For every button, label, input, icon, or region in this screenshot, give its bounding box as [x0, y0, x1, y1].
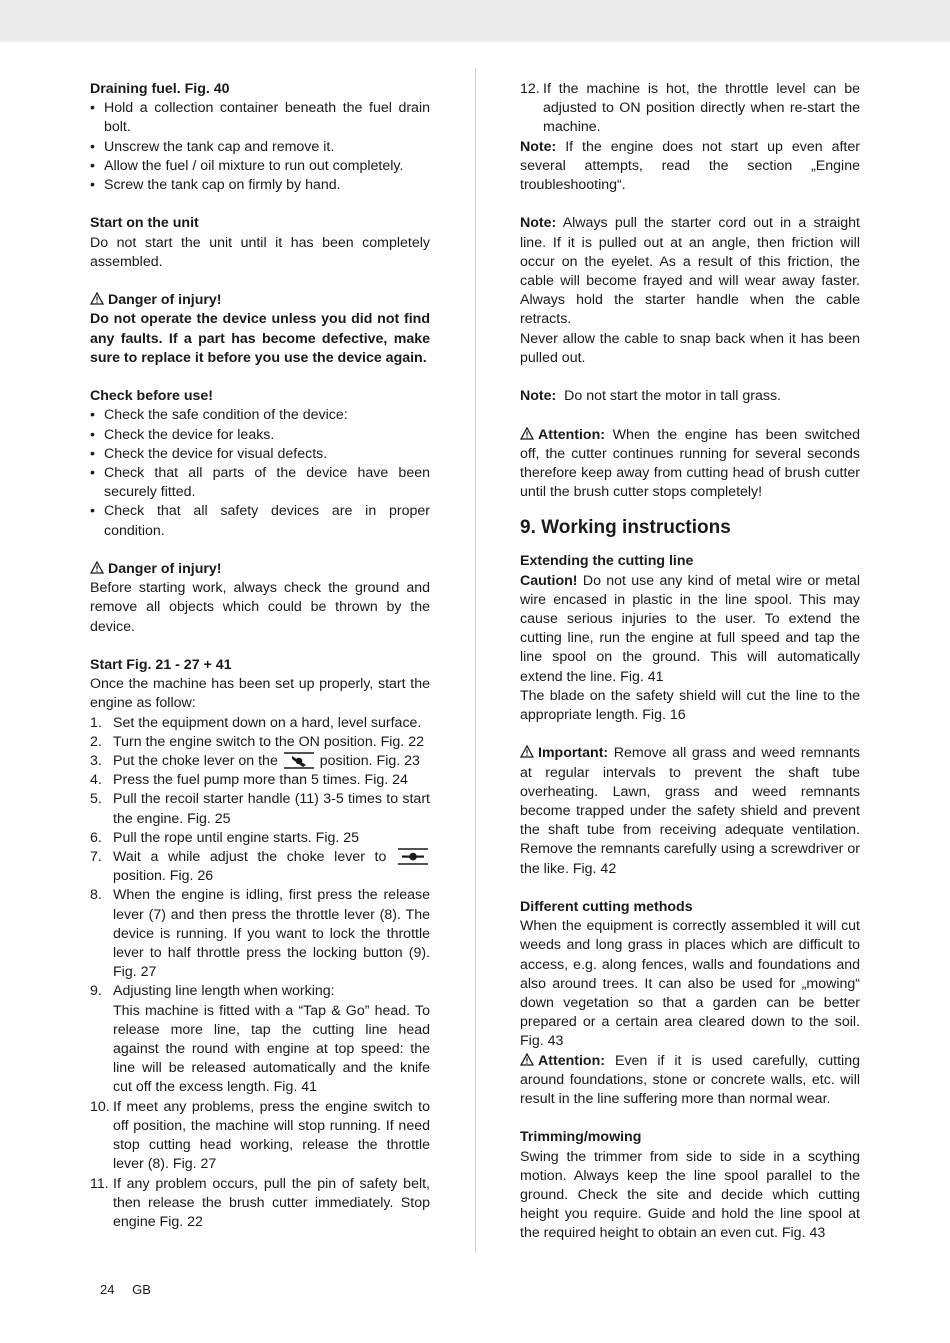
caution-text: Caution! Do not use any kind of metal wire or metal wire encased in plastic in the line spool. This may cause serious injuries to the user. To extend the cutting line, run the engine at full speed and tap the line spool on the ground. This will automatically extend the line. Fig. 41 [520, 572, 860, 685]
list-item: 4. Press the fuel pump more than 5 times. Fig. 24 [90, 772, 408, 789]
warning-triangle-icon [90, 561, 104, 574]
list-item: 1. Set the equipment down on a hard, level surface. [90, 714, 422, 731]
list-item: • Check that all safety devices are in proper condition. [90, 502, 430, 540]
danger-heading-2: Danger of injury! [90, 560, 430, 579]
cutting-methods-text: When the equipment is correctly assembled it will cut weeds and long grass in places which are difficult to access, e.g. along fences, walls and foundations and also around trees. It can also be used for „mowing“ down vegetation so that a garden can be better prepared or a certain area cleared down to the soil. Fig. 43 [520, 918, 860, 1050]
list-item: • Check the safe condition of the device: [90, 406, 430, 425]
warning-triangle-icon [520, 745, 534, 758]
start-steps-list-continued [520, 80, 860, 138]
danger-text-1: Do not operate the device unless you did not find any faults. If a part has become defective, make sure to replace it before you use the device again. [90, 311, 430, 366]
cutting-methods-heading: Different cutting methods [520, 899, 693, 916]
note-2-continued: Never allow the cable to snap back when it has been pulled out. [520, 330, 860, 366]
warning-triangle-icon [520, 1053, 534, 1066]
note-3: Note: Do not start the motor in tall grass. [520, 388, 782, 405]
right-column [520, 80, 860, 1244]
important-text: Important: Remove all grass and weed remnants at regular intervals to prevent the shaft tube overheating. Lawn, grass and weed remnants become trapped under the safety shield and prevent the shaft tube from receiving adequate ventilation. Remove the remnants carefully using a screwdriver or the like. Fig. 42 [520, 745, 860, 877]
note-1: Note: If the engine does not start up even after several attempts, read the section „Engine troubleshooting“. [520, 138, 860, 194]
warning-triangle-icon [90, 292, 104, 305]
draining-fuel-heading: Draining fuel. Fig. 40 [90, 81, 230, 97]
list-item: • Check that all parts of the device have been securely fitted. [90, 464, 430, 502]
column-divider [475, 68, 476, 1253]
blade-text: The blade on the safety shield will cut the line to the appropriate length. Fig. 16 [520, 687, 860, 724]
list-item: 9. Adjusting line length when working: This machine is fitted with a “Tap & Go” head. To release more line, tap the cutting line head against the round with engine at top speed: the line will be released automatically and the knife cut off the excess length. Fig. 41 [90, 983, 430, 1096]
start-heading: Start Fig. 21 - 27 + 41 [90, 657, 232, 674]
choke-closed-icon [284, 752, 314, 769]
check-before-use-heading: Check before use! [90, 388, 213, 405]
list-item: • Screw the tank cap on firmly by hand. [90, 176, 430, 195]
danger-text-2: Before starting work, always check the ground and remove all objects which could be thrown by the device. [90, 580, 430, 635]
warning-triangle-icon [520, 427, 534, 440]
list-item: 6. Pull the rope until engine starts. Fig. 25 [90, 829, 360, 846]
trimming-text: Swing the trimmer from side to side in a scything motion. Always keep the line spool parallel to the ground. Check the site and decide which cutting height you require. Guide and hold the line spool at the required height to obtain an even cut. Fig. 43 [520, 1148, 860, 1242]
list-item: • Hold a collection container beneath the fuel drain bolt. [90, 99, 430, 137]
list-item: 11. If any problem occurs, pull the pin of safety belt, then release the brush cutter immediately. Stop engine Fig. 22 [90, 1175, 430, 1230]
language-code: GB [132, 1282, 151, 1297]
section-heading: 9. Working instructions [520, 517, 731, 539]
danger-heading-1: Danger of injury! [90, 291, 430, 310]
page-footer [100, 1280, 165, 1299]
check-list [90, 406, 430, 540]
page-number: 24 [100, 1282, 115, 1297]
trimming-heading: Trimming/mowing [520, 1129, 642, 1146]
list-item: 8. When the engine is idling, first press the release lever (7) and then press the throttle lever (8). The device is running. If you want to lock the throttle lever to half throttle press the locking button (9). Fig. 27 [90, 887, 430, 981]
list-item: 2. Turn the engine switch to the ON position. Fig. 22 [90, 733, 424, 750]
start-unit-heading: Start on the unit [90, 215, 199, 232]
list-item: • Unscrew the tank cap and remove it. [90, 138, 430, 157]
draining-fuel-list [90, 99, 430, 195]
start-unit-text: Do not start the unit until it has been completely assembled. [90, 234, 430, 270]
list-item: 10. If meet any problems, press the engine switch to off position, the machine will stop running. If need stop cutting head working, release the throttle lever (8). Fig. 27 [90, 1098, 430, 1173]
list-item: 3. Put the choke lever on the position. Fig. 23 [90, 753, 420, 770]
list-item: • Allow the fuel / oil mixture to run out completely. [90, 157, 430, 176]
choke-open-icon [398, 848, 428, 865]
top-header-bar [0, 0, 950, 42]
list-item: • Check the device for visual defects. [90, 445, 430, 464]
list-item: • Check the device for leaks. [90, 426, 430, 445]
start-steps-list [90, 714, 430, 1232]
attention-1: Attention: When the engine has been switched off, the cutter continues running for several seconds therefore keep away from cutting head of brush cutter until the brush cutter stops completely! [520, 426, 860, 501]
note-2: Note: Always pull the starter cord out in a straight line. If it is pulled out at an angle, then friction will occur on the eyelet. As a result of this friction, the cable will become frayed and will wear away faster. Always hold the starter handle when the cable retracts. [520, 215, 860, 328]
extend-line-heading: Extending the cutting line [520, 553, 694, 570]
list-item: 7. Wait a while adjust the choke lever to position. Fig. 26 [90, 848, 430, 886]
attention-2: Attention: Even if it is used carefully, cutting around foundations, stone or concrete walls, etc. will result in the line suffering more than normal wear. [520, 1052, 860, 1108]
list-item: 5. Pull the recoil starter handle (11) 3-5 times to start the engine. Fig. 25 [90, 791, 430, 827]
list-item: 12. If the machine is hot, the throttle level can be adjusted to ON position directly when re-start the machine. [520, 81, 860, 136]
start-intro: Once the machine has been set up properly, start the engine as follow: [90, 676, 430, 712]
left-column [90, 80, 430, 1232]
